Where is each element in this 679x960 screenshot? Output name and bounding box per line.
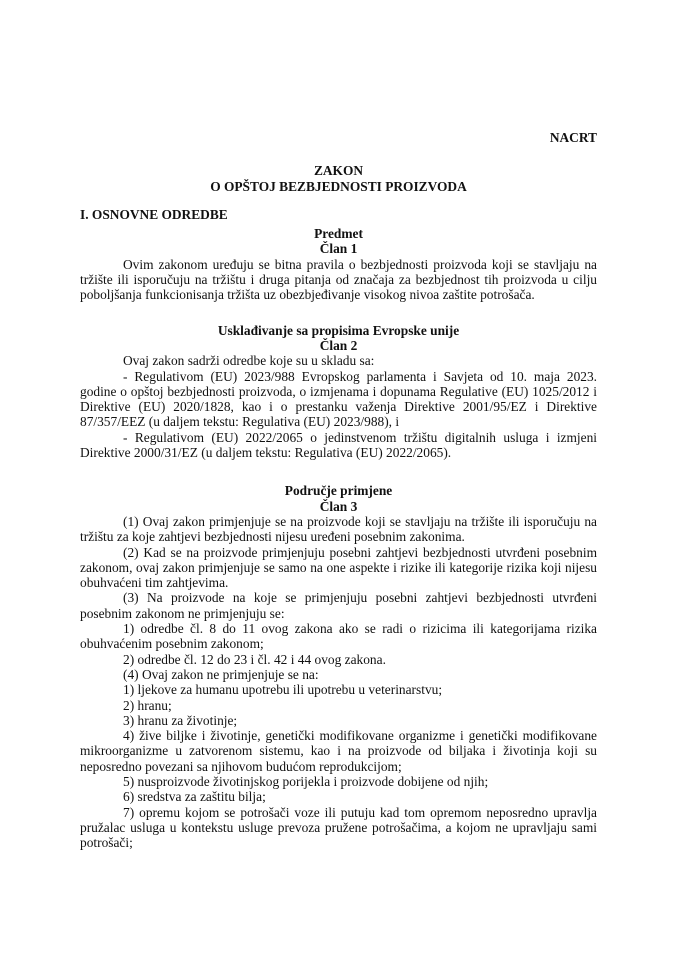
draft-label: NACRT	[549, 130, 597, 145]
article-3-para: 5) nusproizvode životinjskog porijekla i proizvode dobijene od njih;	[123, 773, 489, 789]
article-3-para: 2) odredbe čl. 12 do 23 i čl. 42 i 44 ovog zakona.	[123, 651, 386, 667]
article-2-para: - Regulativom (EU) 2023/988 Evropskog parlamenta i Savjeta od 10. maja 2023. godine o opštoj bezbjednosti proizvoda, o izmjenama i dopunama Regulative (EU) 1025/2012 i Direktive (EU) 2020/1828, kao i o prestanku važenja Direktive 2001/95/EZ i Direktive 87/357/EEZ (u daljem tekstu: Regulativa (EU) 2023/988), i	[80, 368, 597, 430]
article-2-para: Ovaj zakon sadrži odredbe koje su u skladu sa:	[123, 353, 375, 369]
article-3-para: (3) Na proizvode na koje se primjenjuju posebni zahtjevi bezbjednosti utvrđeni posebnim zakonom ne primjenjuju se:	[80, 590, 597, 621]
article-3-para: (4) Ovaj zakon ne primjenjuje se na:	[123, 666, 319, 682]
article-3-para: 4) žive biljke i životinje, genetički modifikovane organizme i genetički modifikovane mikroorganizme u zatvorenom sistemu, kao i na proizvode od biljaka i životinja koji su neposredno povezani sa njihovom budućom reprodukcijom;	[80, 728, 597, 774]
section-heading: I. OSNOVNE ODREDBE	[80, 206, 228, 222]
article-3-para: 7) opremu kojom se potrošači voze ili putuju kad tom opremom neposredno upravlja pružalac usluga u kontekstu usluge prevoza pružene potrošačima, a kojom ne upravljaju sami potrošači;	[80, 804, 597, 851]
article-3-para: 1) ljekove za humanu upotrebu ili upotrebu u veterinarstvu;	[123, 682, 443, 698]
document-page	[80, 130, 597, 850]
article-1-subject: Predmet	[314, 226, 363, 242]
article-3-para: 2) hranu;	[123, 697, 172, 713]
article-1-label: Član 1	[319, 241, 358, 257]
article-3-para: (2) Kad se na proizvode primjenjuju posebni zahtjevi bezbjednosti utvrđeni posebnim zakonom, ovaj zakon primjenjuje se samo na one aspekte i rizike ili kategorije rizika koji nijesu obuhvaćeni tim zahtjevima.	[80, 544, 597, 591]
article-2-label: Član 2	[319, 337, 358, 353]
article-3-para: 3) hranu za životinje;	[123, 712, 238, 728]
article-2-para: - Regulativom (EU) 2022/2065 o jedinstvenom tržištu digitalnih usluga i izmjeni Direktive 2000/31/EZ (u daljem tekstu: Regulativa (EU) 2022/2065).	[80, 429, 597, 461]
article-3-para: 1) odredbe čl. 8 do 11 ovog zakona ako se radi o rizicima ili kategorijama rizika obuhvaćenim posebnim zakonom;	[80, 621, 597, 652]
article-1-text: Ovim zakonom uređuju se bitna pravila o bezbjednosti proizvoda koji se stavljaju na tržište ili isporučuju na tržištu i druga pitanja od značaja za bezbjednost tih proizvoda u cilju poboljšanja funkcionisanja tržišta uz obezbjeđivanje visokog nivoa zaštite potrošača.	[80, 256, 597, 303]
article-3-subject: Područje primjene	[284, 483, 393, 499]
law-subtitle: O OPŠTOJ BEZBJEDNOSTI PROIZVODA	[210, 178, 467, 194]
article-2-subject: Usklađivanje sa propisima Evropske unije	[217, 322, 460, 338]
article-3-para: 6) sredstva za zaštitu bilja;	[123, 789, 266, 805]
article-3-para: (1) Ovaj zakon primjenjuje se na proizvode koji se stavljaju na tržište ili isporučuju na tržištu za koje zahtjevi bezbjednosti nijesu uređeni posebnim zakonima.	[80, 513, 597, 545]
article-3-label: Član 3	[319, 498, 358, 514]
law-title: ZAKON	[313, 163, 364, 179]
